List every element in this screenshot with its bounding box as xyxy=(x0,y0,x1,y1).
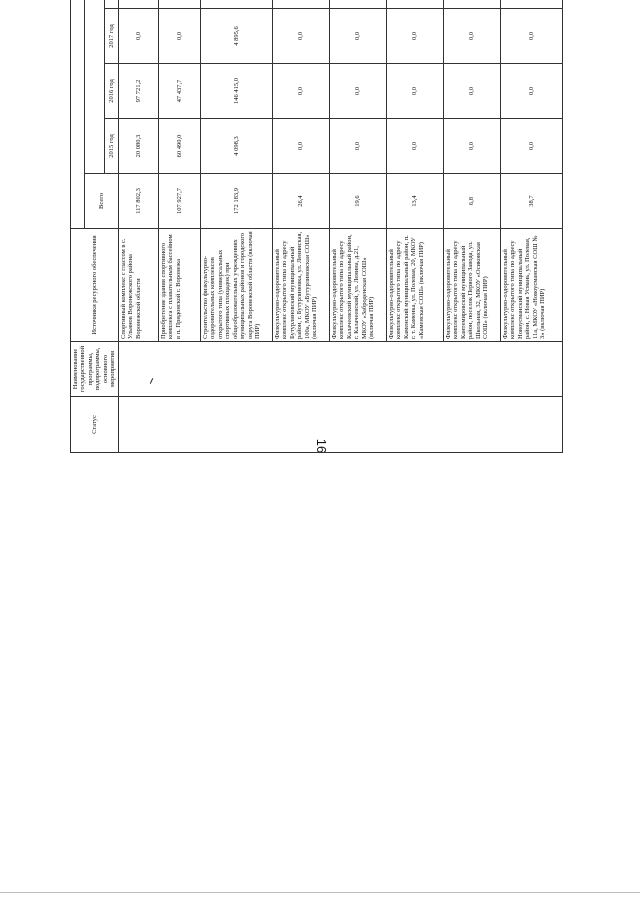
value-cell: 0,0 xyxy=(329,64,386,119)
header-total: Всего xyxy=(85,174,119,229)
value-cell: 0,0 xyxy=(443,64,500,119)
total-cell: 172 183,9 xyxy=(200,174,272,229)
value-cell: 0,0 xyxy=(118,9,158,64)
value-cell: 0,0 xyxy=(272,119,329,174)
value-cell: 0,0 xyxy=(500,119,562,174)
value-cell xyxy=(272,0,329,9)
total-cell: 6,8 xyxy=(443,174,500,229)
value-cell: 0,0 xyxy=(443,9,500,64)
value-cell xyxy=(386,0,443,9)
value-cell xyxy=(200,0,272,9)
source-cell: Физкультурно-оздоровительный комплекс открытого типа по адресу Новоусманский муниципальный район, с. Новая Усмань, ул. Полевая, 11а, МКОУ «Новоусманская СОШ № 3» (включая ПИР) xyxy=(500,229,562,342)
rotated-table-page xyxy=(70,0,562,453)
header-source: Источники ресурсного обеспечения xyxy=(71,229,119,342)
value-cell: 0,0 xyxy=(272,9,329,64)
value-cell: 0,0 xyxy=(443,119,500,174)
source-cell: Физкультурно-оздоровительный комплекс открытого типа по адресу Кантемировский муниципальный район, поселок Первого Завода, ул. Школьная, 32, МКОУ «Осиковская СОШ» (включая ПИР) xyxy=(443,229,500,342)
source-cell: Физкультурно-оздоровительный комплекс открытого типа по адресу Калачеевский муниципальный район, г. Калачеевский, ул. Ленина, д.21, МКОУ «Заброденская СОШ» (включая ПИР) xyxy=(329,229,386,342)
total-cell: 13,4 xyxy=(386,174,443,229)
value-cell: 60 490,0 xyxy=(158,119,200,174)
header-year: 2016 год xyxy=(104,64,118,119)
value-cell: 4 098,3 xyxy=(200,119,272,174)
header-by-years xyxy=(85,0,105,174)
value-cell: 0,0 xyxy=(386,9,443,64)
source-cell: Спортивный комплекс с глассом в с. Ульянов Воронежского района Воронежской области xyxy=(118,229,158,342)
source-cell: Физкультурно-оздоровительный комплекс открытого типа по адресу Бутурлиновский муниципальный район, г. Бутурлиновка, ул. Ленинская, 100а, МКОУ «Бутурлиновская СОШ» (включая ПИР) xyxy=(272,229,329,342)
program-name-cell xyxy=(118,342,562,397)
header-status: Статус xyxy=(71,397,119,453)
value-cell: 0,0 xyxy=(386,64,443,119)
page-number: 16 xyxy=(314,438,329,454)
value-cell: 146 415,0 xyxy=(200,64,272,119)
header-year: 2017 год xyxy=(104,9,118,64)
value-cell xyxy=(500,0,562,9)
table-row xyxy=(118,0,158,453)
total-cell: 19,6 xyxy=(329,174,386,229)
header-program-name: Наименование государственной программы, подпрограммы, основного мероприятия xyxy=(71,342,119,397)
value-cell: 0,0 xyxy=(329,9,386,64)
page-bottom-rule xyxy=(0,892,640,893)
value-cell: 0,0 xyxy=(329,119,386,174)
value-cell: 20 080,3 xyxy=(118,119,158,174)
total-cell: 38,7 xyxy=(500,174,562,229)
source-cell: Физкультурно-оздоровительный комплекс открытого типа по адресу Каменский муниципальный район, п. г. т. Каменка, ул. Полевая, 20, МКОУ «Каменская СОШ» (включая ПИР) xyxy=(386,229,443,342)
total-cell: 26,4 xyxy=(272,174,329,229)
value-cell xyxy=(443,0,500,9)
header-estimate xyxy=(71,0,85,229)
source-cell: Строительство физкультурно-оздоровительных комплексов открытого типа (универсальных спортивных площадок) при общеобразовательных учреждениях муниципальных районов и городского округа Воронежской области (включая ПИР) xyxy=(200,229,272,342)
value-cell: 97 721,2 xyxy=(118,64,158,119)
expenditure-table xyxy=(70,0,563,453)
value-cell xyxy=(118,0,158,9)
value-cell: 0,0 xyxy=(500,9,562,64)
value-cell: 0,0 xyxy=(158,9,200,64)
value-cell xyxy=(329,0,386,9)
value-cell: 47 437,7 xyxy=(158,64,200,119)
total-cell: 107 927,7 xyxy=(158,174,200,229)
value-cell xyxy=(158,0,200,9)
value-cell: 0,0 xyxy=(386,119,443,174)
value-cell: 0,0 xyxy=(272,64,329,119)
value-cell: 4 895,6 xyxy=(200,9,272,64)
header-year xyxy=(104,0,118,9)
source-cell: Приобретение здания спортивного комплекса с плавательным бассейном в п. Придонской г. Воронежа xyxy=(158,229,200,342)
header-year: 2015 год xyxy=(104,119,118,174)
value-cell: 0,0 xyxy=(500,64,562,119)
total-cell: 117 802,3 xyxy=(118,174,158,229)
status-cell xyxy=(118,397,562,453)
